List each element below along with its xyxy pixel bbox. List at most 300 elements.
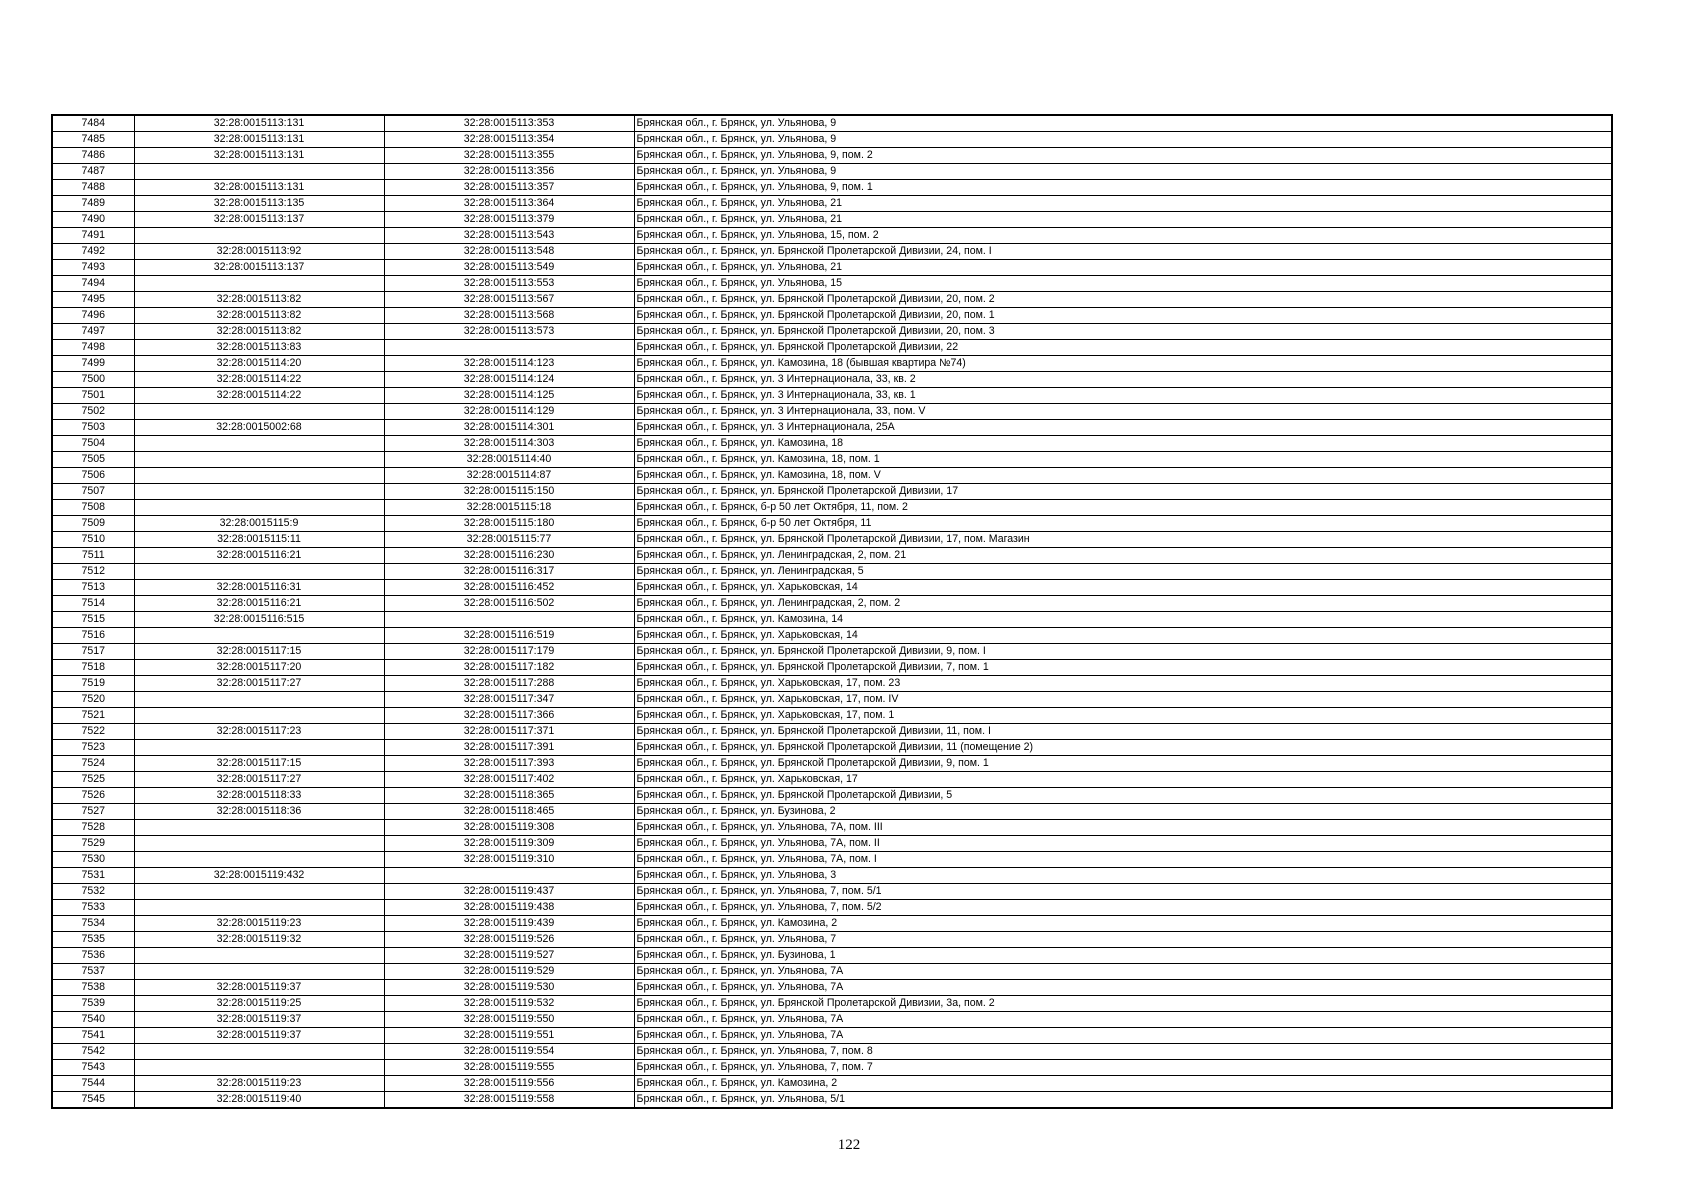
row-number-cell: 7519 [52, 676, 134, 692]
address-cell: Брянская обл., г. Брянск, ул. Ульянова, 21 [634, 212, 1612, 228]
table-row [52, 692, 1612, 708]
row-number-cell: 7532 [52, 884, 134, 900]
row-number-cell: 7507 [52, 484, 134, 500]
row-number-cell: 7505 [52, 452, 134, 468]
row-number-cell: 7516 [52, 628, 134, 644]
address-cell: Брянская обл., г. Брянск, ул. Бузинова, 1 [634, 948, 1612, 964]
table-row [52, 452, 1612, 468]
object-cadastral-cell: 32:28:0015113:356 [384, 164, 634, 180]
address-cell: Брянская обл., г. Брянск, ул. Брянской Пролетарской Дивизии, 20, пом. 1 [634, 308, 1612, 324]
address-cell: Брянская обл., г. Брянск, ул. Брянской Пролетарской Дивизии, 9, пом. 1 [634, 756, 1612, 772]
row-number-cell: 7538 [52, 980, 134, 996]
parcel-cadastral-cell: 32:28:0015118:36 [134, 804, 384, 820]
address-cell: Брянская обл., г. Брянск, ул. Ульянова, 15, пом. 2 [634, 228, 1612, 244]
object-cadastral-cell: 32:28:0015115:77 [384, 532, 634, 548]
parcel-cadastral-cell: 32:28:0015113:82 [134, 324, 384, 340]
row-number-cell: 7526 [52, 788, 134, 804]
object-cadastral-cell: 32:28:0015113:355 [384, 148, 634, 164]
row-number-cell: 7535 [52, 932, 134, 948]
parcel-cadastral-cell: 32:28:0015114:22 [134, 372, 384, 388]
parcel-cadastral-cell [134, 164, 384, 180]
parcel-cadastral-cell: 32:28:0015113:131 [134, 132, 384, 148]
address-cell: Брянская обл., г. Брянск, ул. Харьковская, 17, пом. 23 [634, 676, 1612, 692]
object-cadastral-cell [384, 340, 634, 356]
object-cadastral-cell: 32:28:0015116:452 [384, 580, 634, 596]
row-number-cell: 7501 [52, 388, 134, 404]
row-number-cell: 7500 [52, 372, 134, 388]
parcel-cadastral-cell [134, 836, 384, 852]
parcel-cadastral-cell: 32:28:0015119:25 [134, 996, 384, 1012]
object-cadastral-cell: 32:28:0015118:465 [384, 804, 634, 820]
parcel-cadastral-cell [134, 1060, 384, 1076]
address-cell: Брянская обл., г. Брянск, ул. Ленинградская, 2, пом. 21 [634, 548, 1612, 564]
row-number-cell: 7497 [52, 324, 134, 340]
table-row [52, 484, 1612, 500]
object-cadastral-cell: 32:28:0015119:526 [384, 932, 634, 948]
table-row [52, 324, 1612, 340]
parcel-cadastral-cell [134, 500, 384, 516]
address-cell: Брянская обл., г. Брянск, ул. Ульянова, 7А, пом. I [634, 852, 1612, 868]
table-row [52, 436, 1612, 452]
address-cell: Брянская обл., г. Брянск, ул. Харьковская, 14 [634, 628, 1612, 644]
table-row [52, 164, 1612, 180]
parcel-cadastral-cell: 32:28:0015114:20 [134, 356, 384, 372]
row-number-cell: 7485 [52, 132, 134, 148]
address-cell: Брянская обл., г. Брянск, ул. Ульянова, 7А [634, 964, 1612, 980]
parcel-cadastral-cell: 32:28:0015117:27 [134, 676, 384, 692]
object-cadastral-cell: 32:28:0015114:124 [384, 372, 634, 388]
address-cell: Брянская обл., г. Брянск, ул. Брянской Пролетарской Дивизии, 22 [634, 340, 1612, 356]
parcel-cadastral-cell: 32:28:0015113:135 [134, 196, 384, 212]
table-row [52, 228, 1612, 244]
object-cadastral-cell [384, 868, 634, 884]
address-cell: Брянская обл., г. Брянск, ул. Камозина, 18, пом. V [634, 468, 1612, 484]
parcel-cadastral-cell [134, 948, 384, 964]
parcel-cadastral-cell: 32:28:0015113:83 [134, 340, 384, 356]
object-cadastral-cell: 32:28:0015117:182 [384, 660, 634, 676]
table-row [52, 756, 1612, 772]
address-cell: Брянская обл., г. Брянск, ул. Брянской Пролетарской Дивизии, 5 [634, 788, 1612, 804]
object-cadastral-cell: 32:28:0015113:567 [384, 292, 634, 308]
object-cadastral-cell: 32:28:0015117:179 [384, 644, 634, 660]
table-row [52, 196, 1612, 212]
table-row [52, 852, 1612, 868]
table-row [52, 1060, 1612, 1076]
address-cell: Брянская обл., г. Брянск, ул. Камозина, 18, пом. 1 [634, 452, 1612, 468]
address-cell: Брянская обл., г. Брянск, ул. Ульянова, 7, пом. 5/1 [634, 884, 1612, 900]
object-cadastral-cell: 32:28:0015118:365 [384, 788, 634, 804]
address-cell: Брянская обл., г. Брянск, ул. 3 Интернационала, 25А [634, 420, 1612, 436]
table-row [52, 740, 1612, 756]
row-number-cell: 7509 [52, 516, 134, 532]
table-row [52, 148, 1612, 164]
object-cadastral-cell: 32:28:0015119:556 [384, 1076, 634, 1092]
parcel-cadastral-cell: 32:28:0015119:40 [134, 1092, 384, 1109]
object-cadastral-cell: 32:28:0015113:553 [384, 276, 634, 292]
row-number-cell: 7541 [52, 1028, 134, 1044]
object-cadastral-cell: 32:28:0015119:555 [384, 1060, 634, 1076]
table-row [52, 260, 1612, 276]
row-number-cell: 7533 [52, 900, 134, 916]
row-number-cell: 7534 [52, 916, 134, 932]
object-cadastral-cell: 32:28:0015117:393 [384, 756, 634, 772]
table-row [52, 180, 1612, 196]
parcel-cadastral-cell [134, 436, 384, 452]
parcel-cadastral-cell [134, 276, 384, 292]
row-number-cell: 7536 [52, 948, 134, 964]
row-number-cell: 7488 [52, 180, 134, 196]
object-cadastral-cell: 32:28:0015116:317 [384, 564, 634, 580]
object-cadastral-cell: 32:28:0015119:530 [384, 980, 634, 996]
parcel-cadastral-cell: 32:28:0015113:82 [134, 292, 384, 308]
row-number-cell: 7494 [52, 276, 134, 292]
address-cell: Брянская обл., г. Брянск, ул. Брянской Пролетарской Дивизии, 11 (помещение 2) [634, 740, 1612, 756]
row-number-cell: 7490 [52, 212, 134, 228]
object-cadastral-cell: 32:28:0015117:371 [384, 724, 634, 740]
table-row [52, 340, 1612, 356]
table-row [52, 468, 1612, 484]
object-cadastral-cell: 32:28:0015119:529 [384, 964, 634, 980]
object-cadastral-cell: 32:28:0015117:402 [384, 772, 634, 788]
table-row [52, 132, 1612, 148]
address-cell: Брянская обл., г. Брянск, ул. Бузинова, 2 [634, 804, 1612, 820]
parcel-cadastral-cell: 32:28:0015116:31 [134, 580, 384, 596]
object-cadastral-cell: 32:28:0015114:87 [384, 468, 634, 484]
row-number-cell: 7543 [52, 1060, 134, 1076]
parcel-cadastral-cell [134, 900, 384, 916]
table-row [52, 708, 1612, 724]
address-cell: Брянская обл., г. Брянск, ул. Камозина, 18 (бывшая квартира №74) [634, 356, 1612, 372]
table-row [52, 628, 1612, 644]
object-cadastral-cell: 32:28:0015114:301 [384, 420, 634, 436]
parcel-cadastral-cell: 32:28:0015116:21 [134, 548, 384, 564]
parcel-cadastral-cell [134, 452, 384, 468]
row-number-cell: 7486 [52, 148, 134, 164]
table-row [52, 115, 1612, 132]
row-number-cell: 7499 [52, 356, 134, 372]
address-cell: Брянская обл., г. Брянск, ул. Ульянова, 9, пом. 1 [634, 180, 1612, 196]
table-row [52, 612, 1612, 628]
object-cadastral-cell: 32:28:0015117:391 [384, 740, 634, 756]
parcel-cadastral-cell: 32:28:0015113:82 [134, 308, 384, 324]
table-row [52, 820, 1612, 836]
address-cell: Брянская обл., г. Брянск, ул. Брянской Пролетарской Дивизии, 20, пом. 3 [634, 324, 1612, 340]
object-cadastral-cell: 32:28:0015119:438 [384, 900, 634, 916]
object-cadastral-cell: 32:28:0015117:347 [384, 692, 634, 708]
row-number-cell: 7504 [52, 436, 134, 452]
address-cell: Брянская обл., г. Брянск, ул. Ульянова, 9 [634, 132, 1612, 148]
address-cell: Брянская обл., г. Брянск, ул. Брянской Пролетарской Дивизии, 20, пом. 2 [634, 292, 1612, 308]
parcel-cadastral-cell: 32:28:0015115:9 [134, 516, 384, 532]
object-cadastral-cell: 32:28:0015119:554 [384, 1044, 634, 1060]
object-cadastral-cell: 32:28:0015116:519 [384, 628, 634, 644]
parcel-cadastral-cell [134, 740, 384, 756]
row-number-cell: 7514 [52, 596, 134, 612]
object-cadastral-cell: 32:28:0015114:129 [384, 404, 634, 420]
table-row [52, 532, 1612, 548]
row-number-cell: 7527 [52, 804, 134, 820]
address-cell: Брянская обл., г. Брянск, ул. Ульянова, 3 [634, 868, 1612, 884]
parcel-cadastral-cell [134, 964, 384, 980]
row-number-cell: 7491 [52, 228, 134, 244]
row-number-cell: 7524 [52, 756, 134, 772]
table-row [52, 420, 1612, 436]
address-cell: Брянская обл., г. Брянск, ул. Харьковская, 14 [634, 580, 1612, 596]
object-cadastral-cell: 32:28:0015119:527 [384, 948, 634, 964]
object-cadastral-cell: 32:28:0015117:288 [384, 676, 634, 692]
row-number-cell: 7502 [52, 404, 134, 420]
address-cell: Брянская обл., г. Брянск, ул. Брянской Пролетарской Дивизии, 11, пом. I [634, 724, 1612, 740]
parcel-cadastral-cell: 32:28:0015119:37 [134, 1028, 384, 1044]
address-cell: Брянская обл., г. Брянск, ул. 3 Интернационала, 33, кв. 2 [634, 372, 1612, 388]
address-cell: Брянская обл., г. Брянск, ул. Ульянова, 7А [634, 1012, 1612, 1028]
parcel-cadastral-cell: 32:28:0015113:92 [134, 244, 384, 260]
object-cadastral-cell: 32:28:0015119:550 [384, 1012, 634, 1028]
row-number-cell: 7506 [52, 468, 134, 484]
table-row [52, 884, 1612, 900]
parcel-cadastral-cell [134, 404, 384, 420]
row-number-cell: 7511 [52, 548, 134, 564]
row-number-cell: 7522 [52, 724, 134, 740]
address-cell: Брянская обл., г. Брянск, ул. Ульянова, 7А [634, 980, 1612, 996]
parcel-cadastral-cell [134, 708, 384, 724]
row-number-cell: 7539 [52, 996, 134, 1012]
registry-table [51, 114, 1613, 1109]
parcel-cadastral-cell: 32:28:0015113:137 [134, 212, 384, 228]
parcel-cadastral-cell: 32:28:0015117:15 [134, 644, 384, 660]
row-number-cell: 7498 [52, 340, 134, 356]
row-number-cell: 7496 [52, 308, 134, 324]
address-cell: Брянская обл., г. Брянск, ул. Ульянова, 7А [634, 1028, 1612, 1044]
table-row [52, 660, 1612, 676]
object-cadastral-cell: 32:28:0015113:353 [384, 115, 634, 132]
address-cell: Брянская обл., г. Брянск, ул. Ульянова, 7А, пом. III [634, 820, 1612, 836]
object-cadastral-cell: 32:28:0015114:40 [384, 452, 634, 468]
object-cadastral-cell: 32:28:0015115:180 [384, 516, 634, 532]
parcel-cadastral-cell: 32:28:0015119:23 [134, 1076, 384, 1092]
row-number-cell: 7489 [52, 196, 134, 212]
row-number-cell: 7492 [52, 244, 134, 260]
table-row [52, 788, 1612, 804]
address-cell: Брянская обл., г. Брянск, ул. Ульянова, 7 [634, 932, 1612, 948]
parcel-cadastral-cell: 32:28:0015113:131 [134, 180, 384, 196]
table-row [52, 1076, 1612, 1092]
parcel-cadastral-cell [134, 692, 384, 708]
row-number-cell: 7520 [52, 692, 134, 708]
table-row [52, 516, 1612, 532]
parcel-cadastral-cell [134, 820, 384, 836]
address-cell: Брянская обл., г. Брянск, ул. Брянской Пролетарской Дивизии, 3а, пом. 2 [634, 996, 1612, 1012]
row-number-cell: 7529 [52, 836, 134, 852]
table-row [52, 644, 1612, 660]
address-cell: Брянская обл., г. Брянск, ул. 3 Интернационала, 33, пом. V [634, 404, 1612, 420]
row-number-cell: 7515 [52, 612, 134, 628]
address-cell: Брянская обл., г. Брянск, ул. Ульянова, 9 [634, 164, 1612, 180]
parcel-cadastral-cell: 32:28:0015119:37 [134, 1012, 384, 1028]
row-number-cell: 7523 [52, 740, 134, 756]
address-cell: Брянская обл., г. Брянск, ул. Харьковская, 17, пом. IV [634, 692, 1612, 708]
address-cell: Брянская обл., г. Брянск, ул. Брянской Пролетарской Дивизии, 17, пом. Магазин [634, 532, 1612, 548]
row-number-cell: 7537 [52, 964, 134, 980]
object-cadastral-cell: 32:28:0015113:548 [384, 244, 634, 260]
parcel-cadastral-cell: 32:28:0015117:20 [134, 660, 384, 676]
table-row [52, 356, 1612, 372]
table-row [52, 276, 1612, 292]
address-cell: Брянская обл., г. Брянск, ул. Брянской Пролетарской Дивизии, 24, пом. I [634, 244, 1612, 260]
table-row [52, 548, 1612, 564]
address-cell: Брянская обл., г. Брянск, ул. Камозина, 2 [634, 916, 1612, 932]
row-number-cell: 7525 [52, 772, 134, 788]
row-number-cell: 7528 [52, 820, 134, 836]
table-row [52, 900, 1612, 916]
parcel-cadastral-cell [134, 852, 384, 868]
object-cadastral-cell: 32:28:0015116:230 [384, 548, 634, 564]
row-number-cell: 7521 [52, 708, 134, 724]
address-cell: Брянская обл., г. Брянск, ул. Ульянова, 7, пом. 8 [634, 1044, 1612, 1060]
table-row [52, 772, 1612, 788]
parcel-cadastral-cell: 32:28:0015002:68 [134, 420, 384, 436]
object-cadastral-cell: 32:28:0015113:354 [384, 132, 634, 148]
address-cell: Брянская обл., г. Брянск, ул. Ленинградская, 5 [634, 564, 1612, 580]
address-cell: Брянская обл., г. Брянск, ул. Брянской Пролетарской Дивизии, 9, пом. I [634, 644, 1612, 660]
object-cadastral-cell: 32:28:0015114:303 [384, 436, 634, 452]
address-cell: Брянская обл., г. Брянск, ул. Ульянова, 21 [634, 260, 1612, 276]
table-row [52, 964, 1612, 980]
table-row [52, 372, 1612, 388]
table-row [52, 404, 1612, 420]
parcel-cadastral-cell: 32:28:0015114:22 [134, 388, 384, 404]
address-cell: Брянская обл., г. Брянск, ул. Ульянова, 9 [634, 115, 1612, 132]
object-cadastral-cell: 32:28:0015116:502 [384, 596, 634, 612]
table-row [52, 244, 1612, 260]
table-row [52, 388, 1612, 404]
parcel-cadastral-cell: 32:28:0015118:33 [134, 788, 384, 804]
table-row [52, 1012, 1612, 1028]
parcel-cadastral-cell: 32:28:0015117:23 [134, 724, 384, 740]
address-cell: Брянская обл., г. Брянск, ул. Ульянова, 15 [634, 276, 1612, 292]
row-number-cell: 7545 [52, 1092, 134, 1109]
row-number-cell: 7513 [52, 580, 134, 596]
address-cell: Брянская обл., г. Брянск, б-р 50 лет Октября, 11 [634, 516, 1612, 532]
address-cell: Брянская обл., г. Брянск, б-р 50 лет Октября, 11, пом. 2 [634, 500, 1612, 516]
address-cell: Брянская обл., г. Брянск, ул. Ульянова, 9, пом. 2 [634, 148, 1612, 164]
parcel-cadastral-cell: 32:28:0015117:27 [134, 772, 384, 788]
object-cadastral-cell: 32:28:0015119:532 [384, 996, 634, 1012]
address-cell: Брянская обл., г. Брянск, ул. Ленинградская, 2, пом. 2 [634, 596, 1612, 612]
table-row [52, 564, 1612, 580]
object-cadastral-cell: 32:28:0015113:549 [384, 260, 634, 276]
address-cell: Брянская обл., г. Брянск, ул. 3 Интернационала, 33, кв. 1 [634, 388, 1612, 404]
object-cadastral-cell: 32:28:0015113:357 [384, 180, 634, 196]
row-number-cell: 7540 [52, 1012, 134, 1028]
object-cadastral-cell: 32:28:0015119:308 [384, 820, 634, 836]
object-cadastral-cell: 32:28:0015119:310 [384, 852, 634, 868]
row-number-cell: 7510 [52, 532, 134, 548]
table-row [52, 916, 1612, 932]
object-cadastral-cell: 32:28:0015119:551 [384, 1028, 634, 1044]
object-cadastral-cell: 32:28:0015113:543 [384, 228, 634, 244]
address-cell: Брянская обл., г. Брянск, ул. Брянской Пролетарской Дивизии, 7, пом. 1 [634, 660, 1612, 676]
parcel-cadastral-cell [134, 468, 384, 484]
row-number-cell: 7508 [52, 500, 134, 516]
registry-table-body [52, 115, 1612, 1108]
object-cadastral-cell: 32:28:0015114:123 [384, 356, 634, 372]
object-cadastral-cell: 32:28:0015119:309 [384, 836, 634, 852]
table-row [52, 980, 1612, 996]
address-cell: Брянская обл., г. Брянск, ул. Ульянова, 7А, пом. II [634, 836, 1612, 852]
address-cell: Брянская обл., г. Брянск, ул. Ульянова, 7, пом. 7 [634, 1060, 1612, 1076]
table-row [52, 500, 1612, 516]
table-row [52, 292, 1612, 308]
parcel-cadastral-cell: 32:28:0015113:131 [134, 148, 384, 164]
object-cadastral-cell: 32:28:0015119:437 [384, 884, 634, 900]
address-cell: Брянская обл., г. Брянск, ул. Харьковская, 17, пом. 1 [634, 708, 1612, 724]
parcel-cadastral-cell: 32:28:0015119:23 [134, 916, 384, 932]
object-cadastral-cell: 32:28:0015117:366 [384, 708, 634, 724]
table-row [52, 932, 1612, 948]
parcel-cadastral-cell: 32:28:0015117:15 [134, 756, 384, 772]
table-row [52, 580, 1612, 596]
object-cadastral-cell: 32:28:0015115:150 [384, 484, 634, 500]
parcel-cadastral-cell [134, 1044, 384, 1060]
table-row [52, 836, 1612, 852]
table-row [52, 724, 1612, 740]
table-row [52, 1092, 1612, 1109]
row-number-cell: 7487 [52, 164, 134, 180]
parcel-cadastral-cell: 32:28:0015115:11 [134, 532, 384, 548]
parcel-cadastral-cell [134, 228, 384, 244]
row-number-cell: 7503 [52, 420, 134, 436]
object-cadastral-cell: 32:28:0015113:573 [384, 324, 634, 340]
table-row [52, 596, 1612, 612]
parcel-cadastral-cell [134, 564, 384, 580]
row-number-cell: 7544 [52, 1076, 134, 1092]
parcel-cadastral-cell: 32:28:0015116:21 [134, 596, 384, 612]
table-row [52, 948, 1612, 964]
address-cell: Брянская обл., г. Брянск, ул. Камозина, 18 [634, 436, 1612, 452]
object-cadastral-cell: 32:28:0015119:558 [384, 1092, 634, 1109]
row-number-cell: 7530 [52, 852, 134, 868]
address-cell: Брянская обл., г. Брянск, ул. Ульянова, 7, пом. 5/2 [634, 900, 1612, 916]
object-cadastral-cell: 32:28:0015113:364 [384, 196, 634, 212]
parcel-cadastral-cell: 32:28:0015119:432 [134, 868, 384, 884]
row-number-cell: 7531 [52, 868, 134, 884]
address-cell: Брянская обл., г. Брянск, ул. Камозина, 2 [634, 1076, 1612, 1092]
parcel-cadastral-cell: 32:28:0015116:515 [134, 612, 384, 628]
address-cell: Брянская обл., г. Брянск, ул. Брянской Пролетарской Дивизии, 17 [634, 484, 1612, 500]
table-row [52, 1044, 1612, 1060]
object-cadastral-cell: 32:28:0015115:18 [384, 500, 634, 516]
table-row [52, 868, 1612, 884]
table-row [52, 1028, 1612, 1044]
row-number-cell: 7493 [52, 260, 134, 276]
row-number-cell: 7495 [52, 292, 134, 308]
row-number-cell: 7512 [52, 564, 134, 580]
address-cell: Брянская обл., г. Брянск, ул. Камозина, 14 [634, 612, 1612, 628]
object-cadastral-cell [384, 612, 634, 628]
parcel-cadastral-cell [134, 484, 384, 500]
row-number-cell: 7542 [52, 1044, 134, 1060]
table-row [52, 996, 1612, 1012]
row-number-cell: 7517 [52, 644, 134, 660]
table-row [52, 212, 1612, 228]
row-number-cell: 7484 [52, 115, 134, 132]
row-number-cell: 7518 [52, 660, 134, 676]
page-number: 122 [837, 1137, 861, 1153]
parcel-cadastral-cell: 32:28:0015113:131 [134, 115, 384, 132]
parcel-cadastral-cell: 32:28:0015119:32 [134, 932, 384, 948]
table-row [52, 676, 1612, 692]
